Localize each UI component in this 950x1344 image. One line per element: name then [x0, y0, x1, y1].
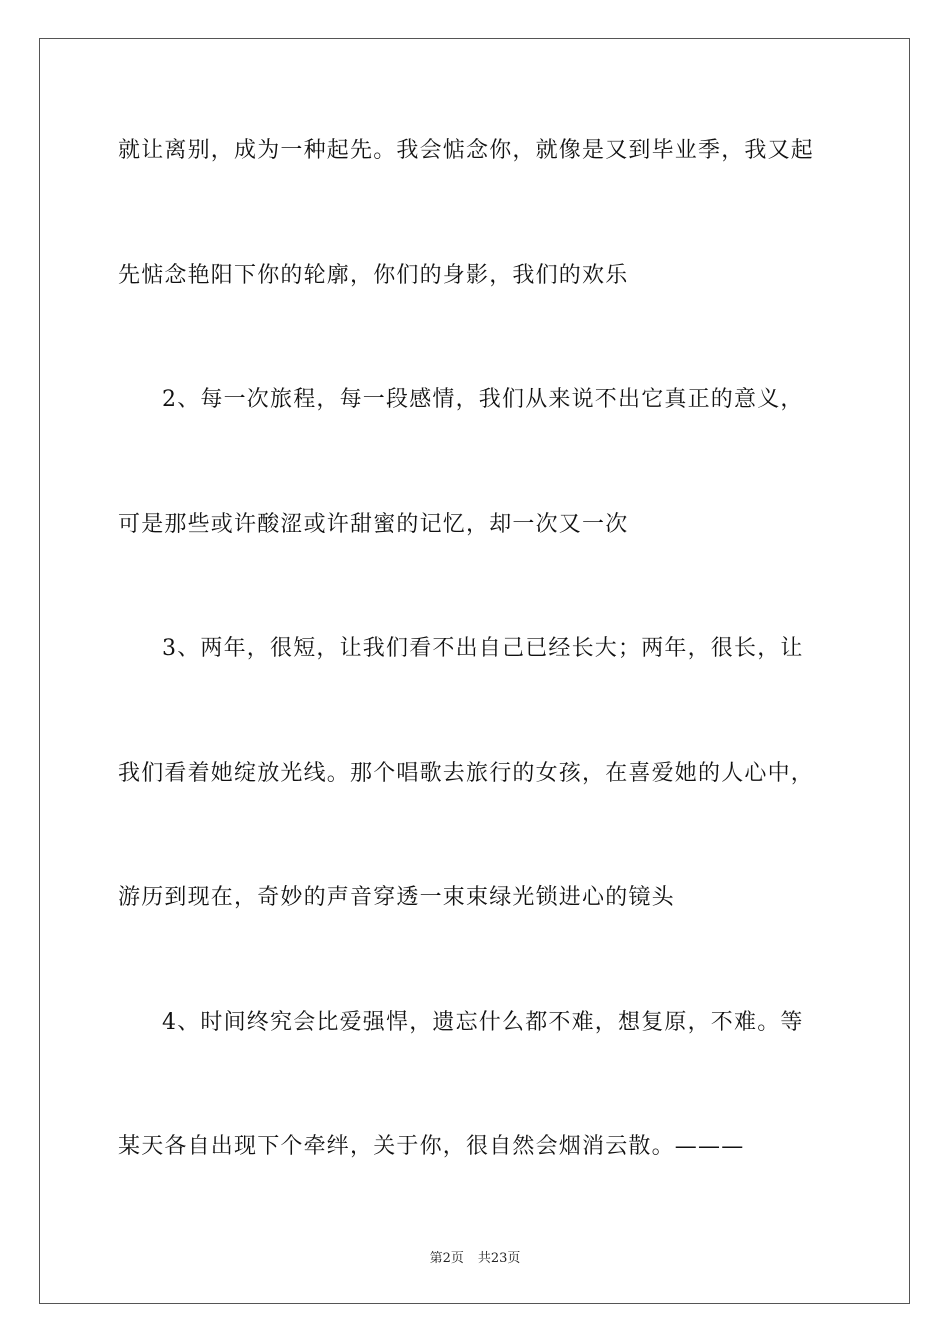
paragraph-line-2: 先惦念艳阳下你的轮廓，你们的身影，我们的欢乐	[118, 263, 629, 288]
paragraph-line-8: 4、时间终究会比爱强悍，遗忘什么都不难，想复原，不难。等	[162, 1010, 804, 1035]
page-number: 第2页	[429, 1251, 464, 1266]
paragraph-line-9: 某天各自出现下个牵绊，关于你，很自然会烟消云散。———	[118, 1134, 745, 1159]
paragraph-line-6: 我们看着她绽放光线。那个唱歌去旅行的女孩，在喜爱她的人心中，	[118, 761, 815, 786]
paragraph-line-3: 2、每一次旅程，每一段感情，我们从来说不出它真正的意义，	[162, 387, 804, 412]
paragraph-line-1: 就让离别，成为一种起先。我会惦念你，就像是又到毕业季，我又起	[118, 138, 815, 163]
page-footer	[0, 1247, 950, 1266]
page-total: 共23页	[477, 1251, 521, 1266]
paragraph-line-5: 3、两年，很短，让我们看不出自己已经长大；两年，很长，让	[162, 636, 804, 661]
paragraph-line-4: 可是那些或许酸涩或许甜蜜的记忆，却一次又一次	[118, 512, 629, 537]
page-frame	[39, 38, 910, 1304]
paragraph-line-7: 游历到现在，奇妙的声音穿透一束束绿光锁进心的镜头	[118, 885, 675, 910]
